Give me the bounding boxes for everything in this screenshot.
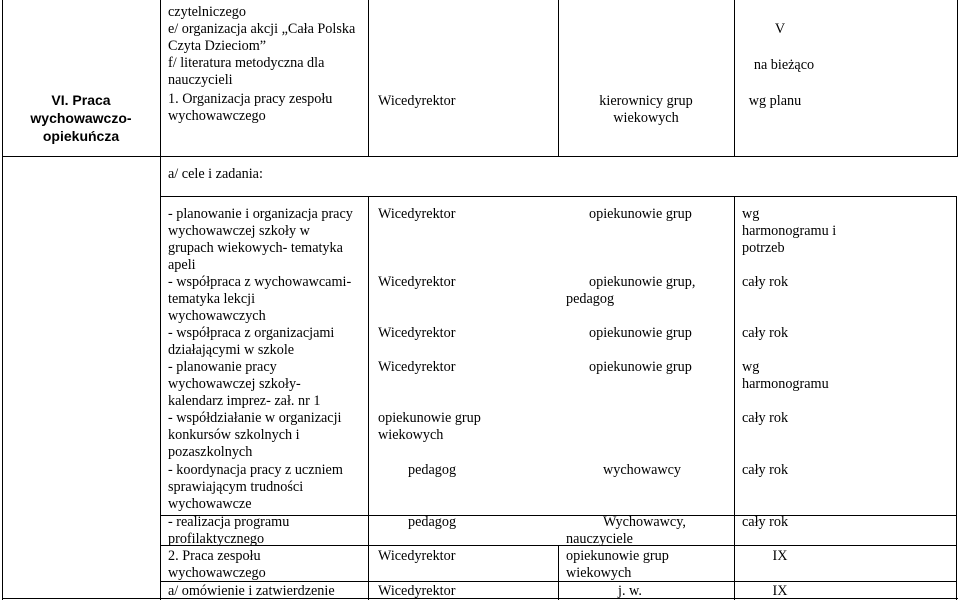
org-cooperating-line-1: kierownicy grup [599, 93, 693, 109]
task-3-line-2: działającymi w szkole [168, 342, 295, 358]
org-task-line-2: wychowawczego [168, 108, 266, 124]
task-7-line-2: profilaktycznego [168, 531, 265, 547]
task-6-line-3: wychowawcze [168, 496, 252, 512]
approval-cooperating: j. w. [618, 583, 642, 599]
task-2-cooperating-line-2: pedagog [566, 291, 615, 307]
approval-term: IX [772, 583, 788, 599]
task-1-line-2: wychowawczej szkoły w [168, 223, 310, 239]
column-divider-2b [368, 196, 369, 600]
task-3-term: cały rok [742, 325, 789, 341]
task-7-cooperating-line-1: Wychowawcy, [603, 514, 686, 530]
section-heading [2, 91, 160, 145]
top-item-1: czytelniczego [168, 4, 246, 20]
plan-term: wg planu [748, 93, 802, 109]
task-7-cooperating-line-2: nauczyciele [566, 531, 633, 547]
column-divider-3 [558, 0, 559, 156]
task-4-term-line-1: wg [742, 359, 760, 375]
column-divider-2 [368, 0, 369, 156]
team-task-line-2: wychowawczego [168, 565, 266, 581]
row-divider-5 [160, 581, 957, 582]
approval-responsible: Wicedyrektor [378, 583, 456, 599]
task-2-line-1: - współpraca z wychowawcami- [168, 274, 352, 290]
column-divider-1 [160, 0, 161, 600]
table-border-left [2, 0, 3, 600]
task-2-responsible: Wicedyrektor [378, 274, 456, 290]
task-6-line-1: - koordynacja pracy z uczniem [168, 462, 343, 478]
task-1-line-1: - planowanie i organizacja pracy [168, 206, 353, 222]
top-item-2: e/ organizacja akcji „Cała Polska [168, 21, 356, 37]
task-3-responsible: Wicedyrektor [378, 325, 456, 341]
task-2-term: cały rok [742, 274, 789, 290]
org-responsible: Wicedyrektor [378, 93, 456, 109]
task-3-line-1: - współpraca z organizacjami [168, 325, 335, 341]
task-2-cooperating-line-1: opiekunowie grup, [589, 274, 696, 290]
team-responsible: Wicedyrektor [378, 548, 456, 564]
section-heading-line-1: VI. Praca [51, 92, 111, 108]
table-border-right-2 [956, 196, 957, 600]
task-7-term: cały rok [742, 514, 789, 530]
task-1-cooperating: opiekunowie grup [589, 206, 692, 222]
team-term: IX [772, 548, 788, 564]
org-cooperating-line-2: wiekowych [613, 110, 679, 126]
org-task-line-1: 1. Organizacja pracy zespołu [168, 91, 333, 107]
top-item-5: nauczycieli [168, 72, 233, 88]
section-heading-line-3: opiekuńcza [42, 128, 120, 144]
task-1-term-line-3: potrzeb [742, 240, 785, 256]
column-divider-4b [734, 196, 735, 600]
table-border-right [957, 0, 958, 156]
task-7-responsible: pedagog [408, 514, 457, 530]
section-heading-line-2: wychowawczo- [30, 110, 132, 126]
task-5-responsible-line-1: opiekunowie grup [378, 410, 481, 426]
task-2-line-3: wychowawczych [168, 308, 266, 324]
task-6-line-2: sprawiającym trudności [168, 479, 304, 495]
row-divider-4 [160, 545, 957, 546]
top-item-3: Czyta Dzieciom” [168, 38, 267, 54]
task-4-line-3: kalendarz imprez- zał. nr 1 [168, 393, 321, 409]
team-cooperating-line-2: wiekowych [566, 565, 632, 581]
task-4-term-line-2: harmonogramu [742, 376, 829, 392]
ongoing-term: na bieżąco [753, 57, 815, 73]
task-5-responsible-line-2: wiekowych [378, 427, 444, 443]
task-6-cooperating: wychowawcy [603, 462, 682, 478]
month-v: V [774, 21, 786, 37]
task-5-term: cały rok [742, 410, 789, 426]
task-4-line-1: - planowanie pracy [168, 359, 277, 375]
team-task-line-1: 2. Praca zespołu [168, 548, 261, 564]
task-5-line-1: - współdziałanie w organizacji [168, 410, 342, 426]
task-4-cooperating: opiekunowie grup [589, 359, 692, 375]
column-divider-3b [558, 545, 559, 600]
approval-task: a/ omówienie i zatwierdzenie [168, 583, 335, 599]
task-1-line-3: grupach wiekowych- tematyka [168, 240, 343, 256]
task-3-cooperating: opiekunowie grup [589, 325, 692, 341]
task-1-term-line-2: harmonogramu i [742, 223, 837, 239]
task-6-term: cały rok [742, 462, 789, 478]
task-6-responsible: pedagog [408, 462, 457, 478]
task-1-line-4: apeli [168, 257, 196, 273]
task-4-responsible: Wicedyrektor [378, 359, 456, 375]
task-4-line-2: wychowawczej szkoły- [168, 376, 301, 392]
goals-label: a/ cele i zadania: [168, 166, 263, 182]
task-5-line-2: konkursów szkolnych i [168, 427, 300, 443]
task-5-line-3: pozaszkolnych [168, 444, 253, 460]
row-divider-1 [2, 156, 958, 157]
team-cooperating-line-1: opiekunowie grup [566, 548, 669, 564]
task-2-line-2: tematyka lekcji [168, 291, 256, 307]
task-7-line-1: - realizacja programu [168, 514, 290, 530]
task-1-responsible: Wicedyrektor [378, 206, 456, 222]
row-divider-2 [160, 196, 957, 197]
task-1-term-line-1: wg [742, 206, 760, 222]
top-item-4: f/ literatura metodyczna dla [168, 55, 325, 71]
